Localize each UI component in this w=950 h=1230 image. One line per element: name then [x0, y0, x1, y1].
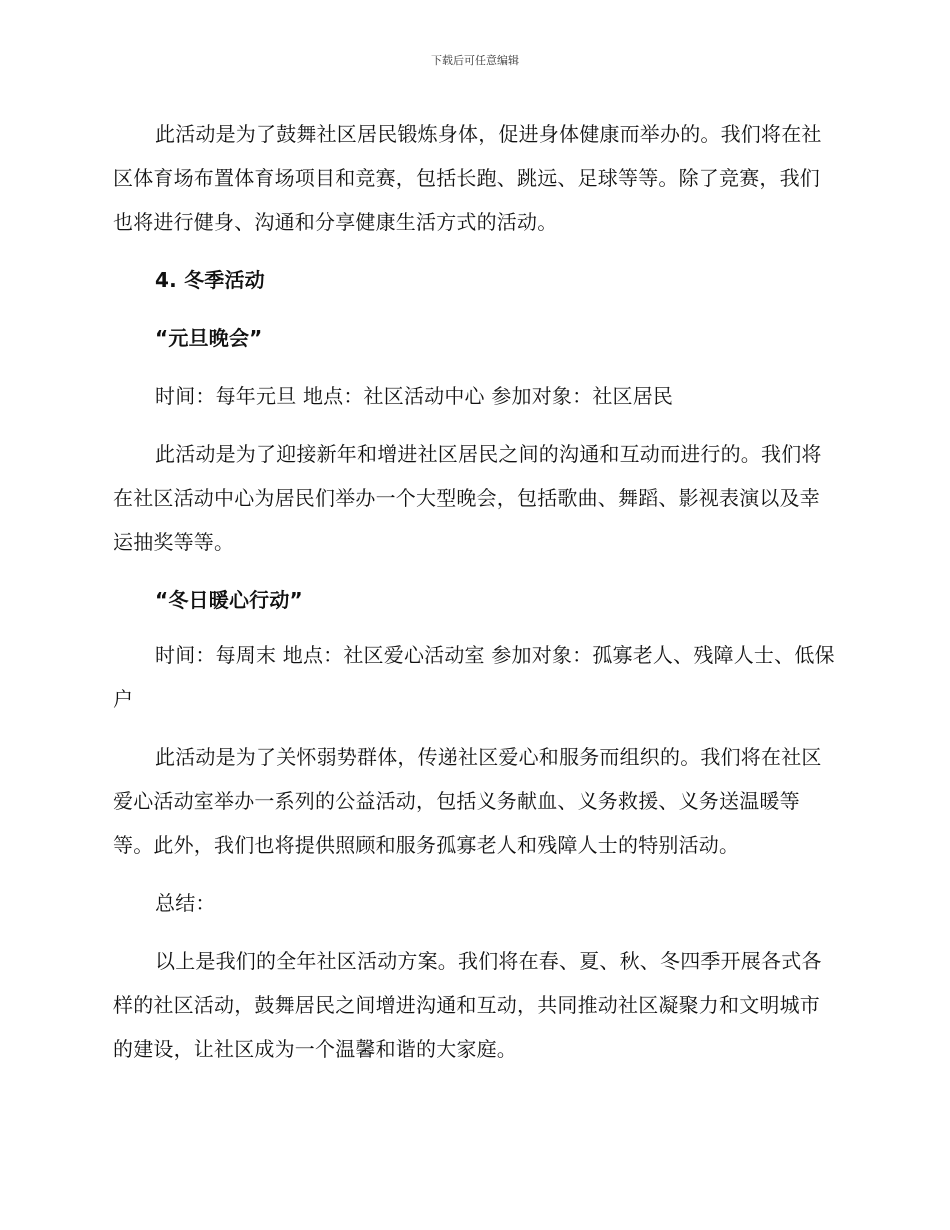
activity-title-winter-warmth: “冬日暖心行动”	[155, 588, 303, 612]
paragraph-summary: 以上是我们的全年社区活动方案。我们将在春、夏、秋、冬四季开展各式各样的社区活动，鼓舞居民之间增进沟通和互动，共同推动社区凝聚力和文明城市的建设，让社区成为一个温馨和谐的大家庭。	[113, 949, 822, 1061]
paragraph-new-year-party-description: 此活动是为了迎接新年和增进社区居民之间的沟通和互动而进行的。我们将在社区活动中心为居民们举办一个大型晚会，包括歌曲、舞蹈、影视表演以及幸运抽奖等等。	[113, 442, 822, 554]
paragraph-sports-activity-description: 此活动是为了鼓舞社区居民锻炼身体，促进身体健康而举办的。我们将在社区体育场布置体育场项目和竞赛，包括长跑、跳远、足球等等。除了竞赛，我们也将进行健身、沟通和分享健康生活方式的活动。	[113, 122, 822, 234]
activity-title-new-year-party: “元旦晚会”	[155, 326, 263, 350]
activity-details-new-year-party: 时间：每年元旦 地点：社区活动中心 参加对象：社区居民	[155, 384, 674, 408]
section-heading-winter-activities: 4. 冬季活动	[155, 268, 265, 292]
summary-heading: 总结：	[155, 891, 216, 915]
activity-details-winter-warmth: 时间：每周末 地点：社区爱心活动室 参加对象：孤寡老人、残障人士、低保户	[113, 643, 835, 711]
header-note: 下载后可任意编辑	[431, 54, 519, 67]
paragraph-winter-warmth-description: 此活动是为了关怀弱势群体，传递社区爱心和服务而组织的。我们将在社区爱心活动室举办一系列的公益活动，包括义务献血、义务救援、义务送温暖等等。此外，我们也将提供照顾和服务孤寡老人和残障人士的特别活动。	[113, 745, 822, 857]
document-body	[113, 112, 838, 1071]
